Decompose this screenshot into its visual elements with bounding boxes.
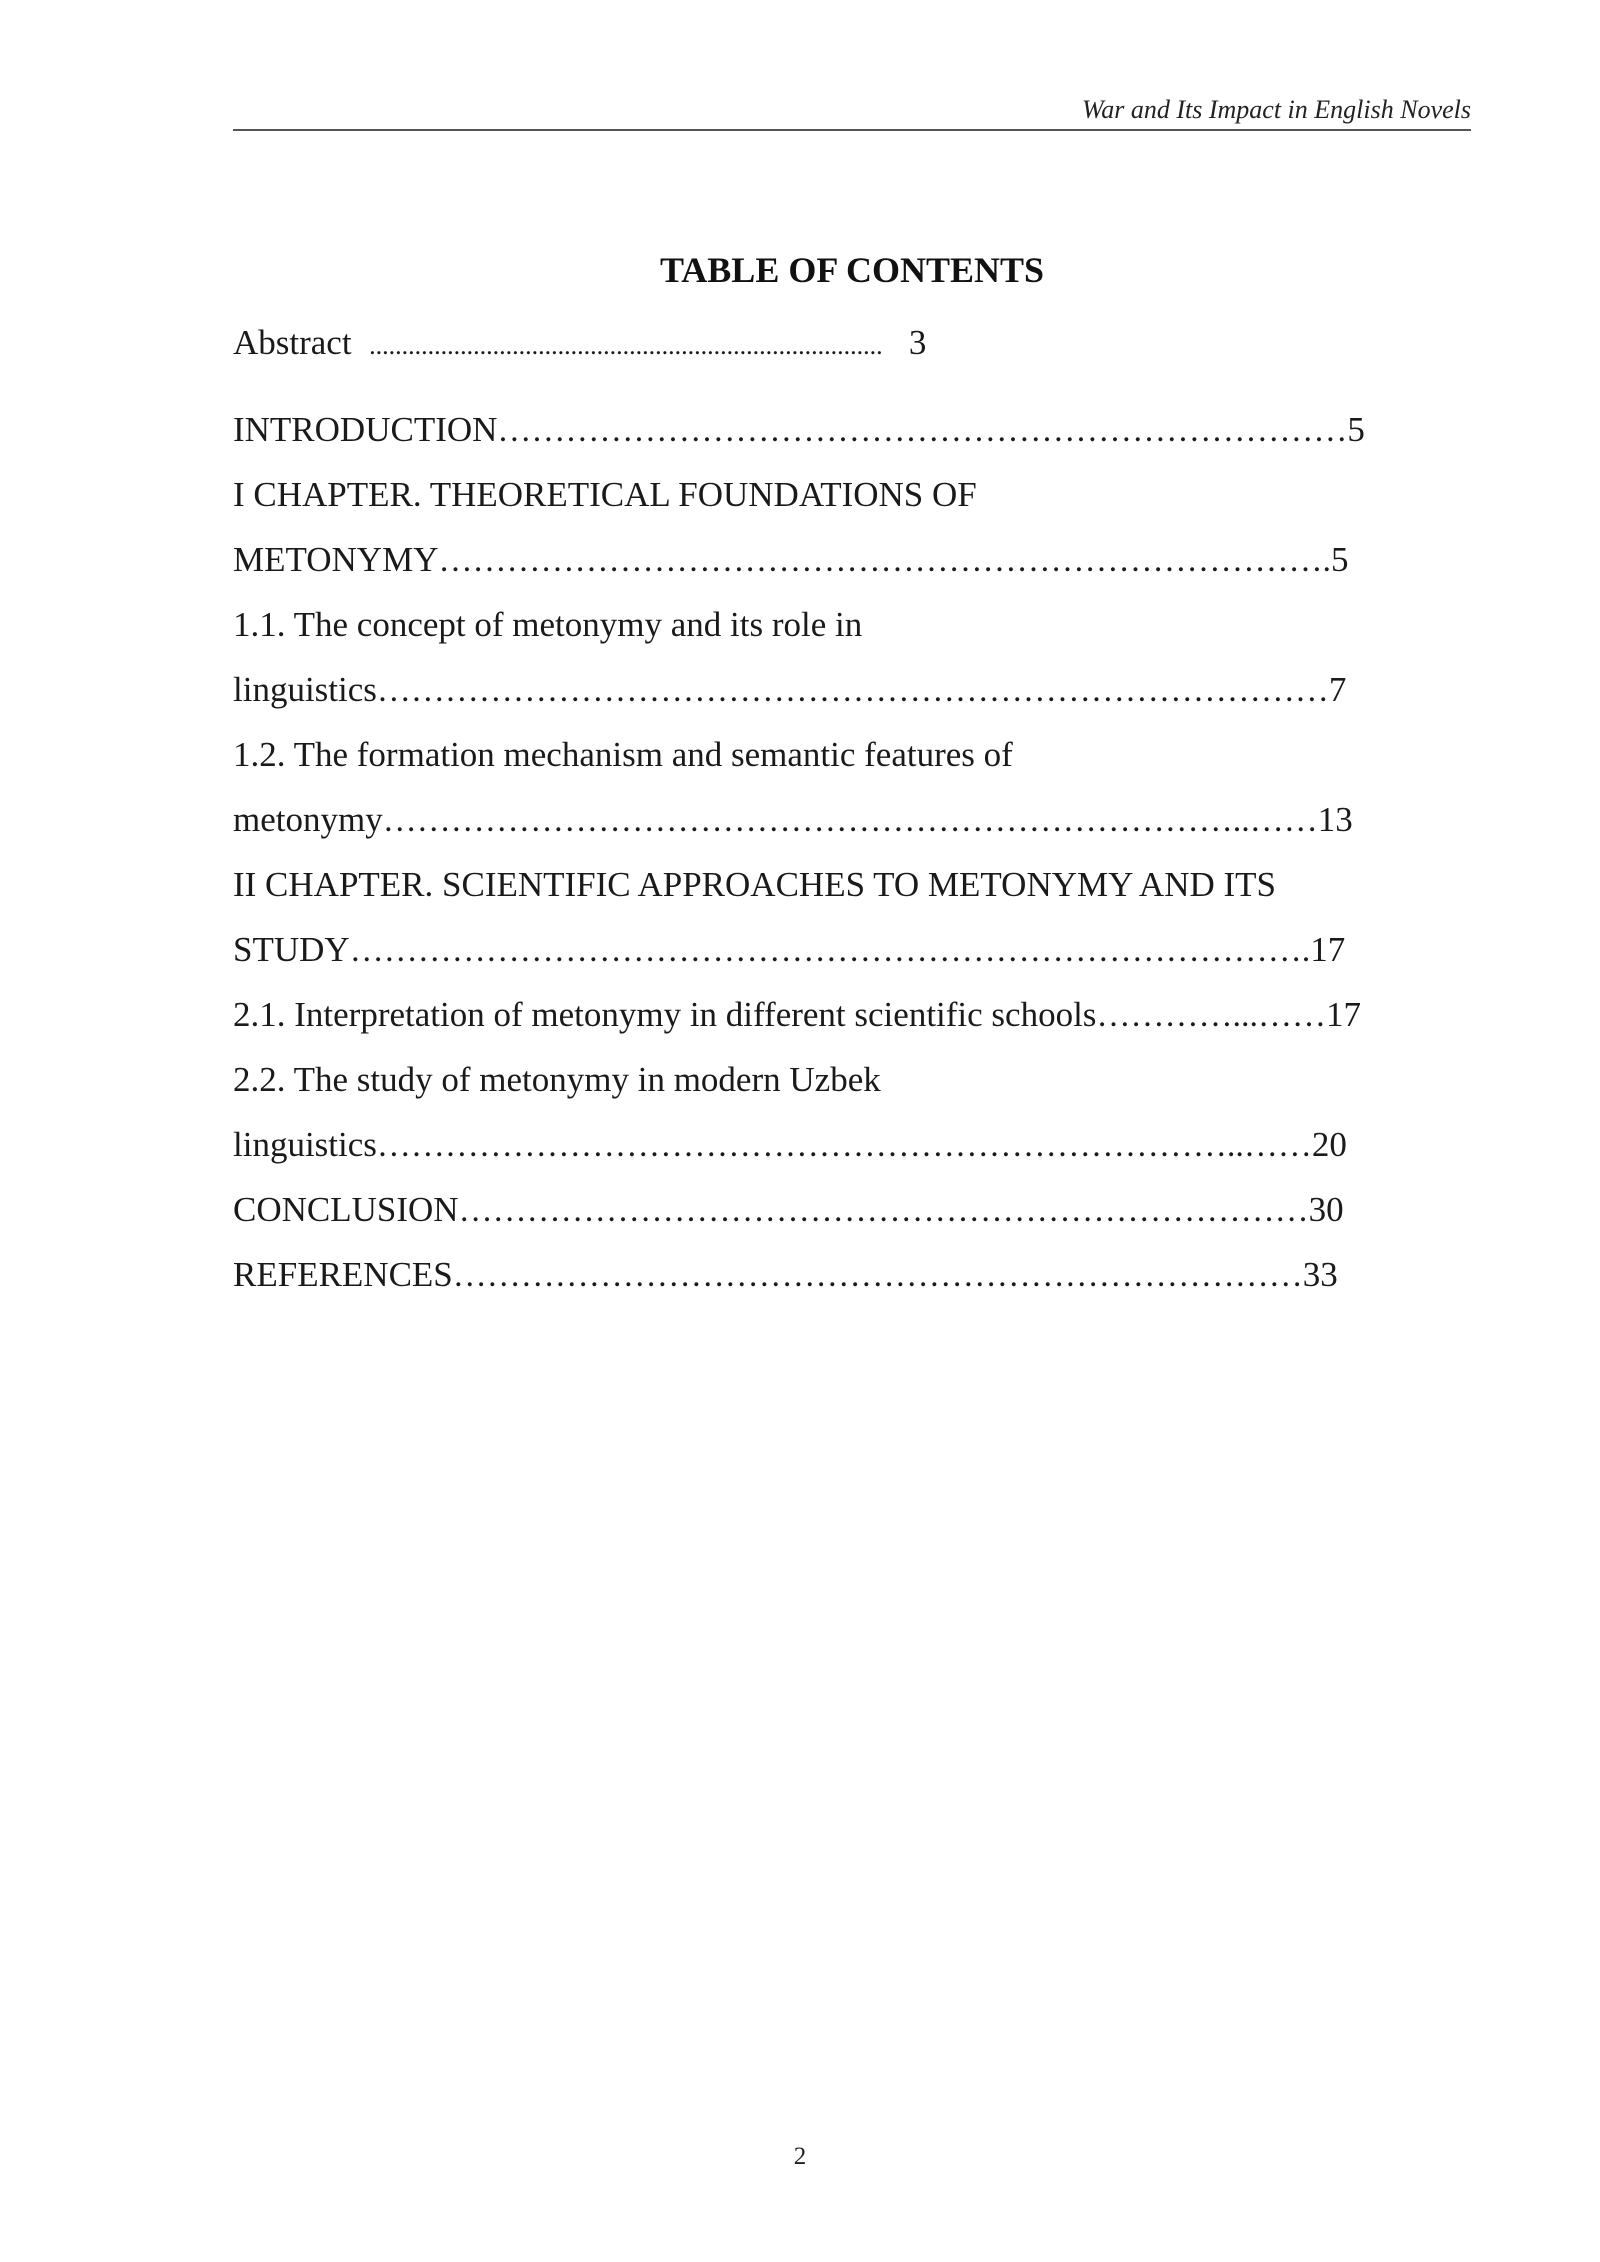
toc-leader-dots: …………………………………………………………………..……	[382, 802, 1318, 839]
toc-leader-dots: …………………………………………………………………	[497, 412, 1348, 449]
toc-entry-chapter-2	[233, 925, 1345, 976]
toc-entry-label: INTRODUCTION	[233, 410, 498, 449]
toc-entry-label: metonymy	[233, 800, 383, 839]
toc-entry-page: 30	[1308, 1190, 1344, 1229]
toc-entry-page: 7	[1328, 670, 1347, 709]
toc-entry-label: CONCLUSION	[233, 1190, 459, 1229]
toc-entry-page: 17	[1310, 930, 1346, 969]
toc-entry-label: STUDY	[233, 930, 350, 969]
toc-leader-dots: …………………………………………………………………………	[376, 672, 1329, 709]
toc-entry-page: 3	[908, 323, 927, 362]
header-rule	[233, 129, 1471, 131]
toc-leader-dots: …………………………………………………………………	[452, 1257, 1303, 1294]
toc-entry-references	[233, 1250, 1338, 1301]
toc-entry-page: 13	[1317, 800, 1353, 839]
running-header: War and Its Impact in English Novels	[1081, 95, 1471, 124]
toc-entry-section-2-2	[233, 1120, 1347, 1171]
toc-entry-chapter-2-title	[233, 860, 1276, 910]
toc-entry-chapter-1-title	[233, 470, 977, 520]
page-number: 2	[793, 2143, 807, 2170]
toc-entry-conclusion	[233, 1185, 1344, 1236]
toc-entry-section-1-1	[233, 665, 1346, 716]
toc-entry-section-1-2-title	[233, 730, 1013, 780]
toc-leader-dots: ………………………………………………………………………….	[349, 932, 1311, 969]
toc-entry-abstract	[233, 318, 926, 371]
toc-entry-label: II CHAPTER. SCIENTIFIC APPROACHES TO METONYMY AND ITS	[233, 865, 1276, 904]
toc-title: TABLE OF CONTENTS	[659, 250, 1045, 290]
toc-entry-label: 2.1. Interpretation of metonymy in different scientific schools	[233, 995, 1097, 1034]
toc-leader-dots: …………………………………………………………………….	[438, 542, 1331, 579]
toc-entry-chapter-1	[233, 535, 1348, 586]
toc-entry-page: 20	[1311, 1125, 1347, 1164]
toc-entry-section-2-1	[233, 990, 1361, 1041]
toc-entry-label: I CHAPTER. THEORETICAL FOUNDATIONS OF	[233, 475, 977, 514]
toc-entry-label: linguistics	[233, 1125, 377, 1164]
toc-leader-dots: …………...……	[1096, 997, 1326, 1034]
toc-leader-dots: ...............................................................................	[369, 331, 883, 360]
toc-entry-label: 1.1. The concept of metonymy and its role in	[233, 605, 863, 644]
toc-leader-dots: …………………………………………………………………..……	[376, 1127, 1312, 1164]
toc-entry-section-1-2	[233, 795, 1353, 846]
toc-entry-page: 33	[1302, 1255, 1338, 1294]
toc-entry-label: linguistics	[233, 670, 377, 709]
toc-entry-page: 5	[1347, 410, 1365, 449]
toc-entry-introduction	[233, 405, 1365, 456]
toc-entry-section-2-2-title	[233, 1055, 881, 1105]
toc-entry-page: 5	[1330, 540, 1349, 579]
toc-entry-section-1-1-title	[233, 600, 862, 650]
toc-entry-label: 1.2. The formation mechanism and semantic features of	[233, 735, 1013, 774]
toc-entry-page: 17	[1325, 995, 1361, 1034]
toc-entry-label: METONYMY	[233, 540, 439, 579]
toc-leader-dots: …………………………………………………………………	[458, 1192, 1309, 1229]
toc-entry-label: Abstract	[233, 323, 352, 362]
toc-entry-label: REFERENCES	[233, 1255, 453, 1294]
toc-entry-label: 2.2. The study of metonymy in modern Uzbek	[233, 1060, 881, 1099]
